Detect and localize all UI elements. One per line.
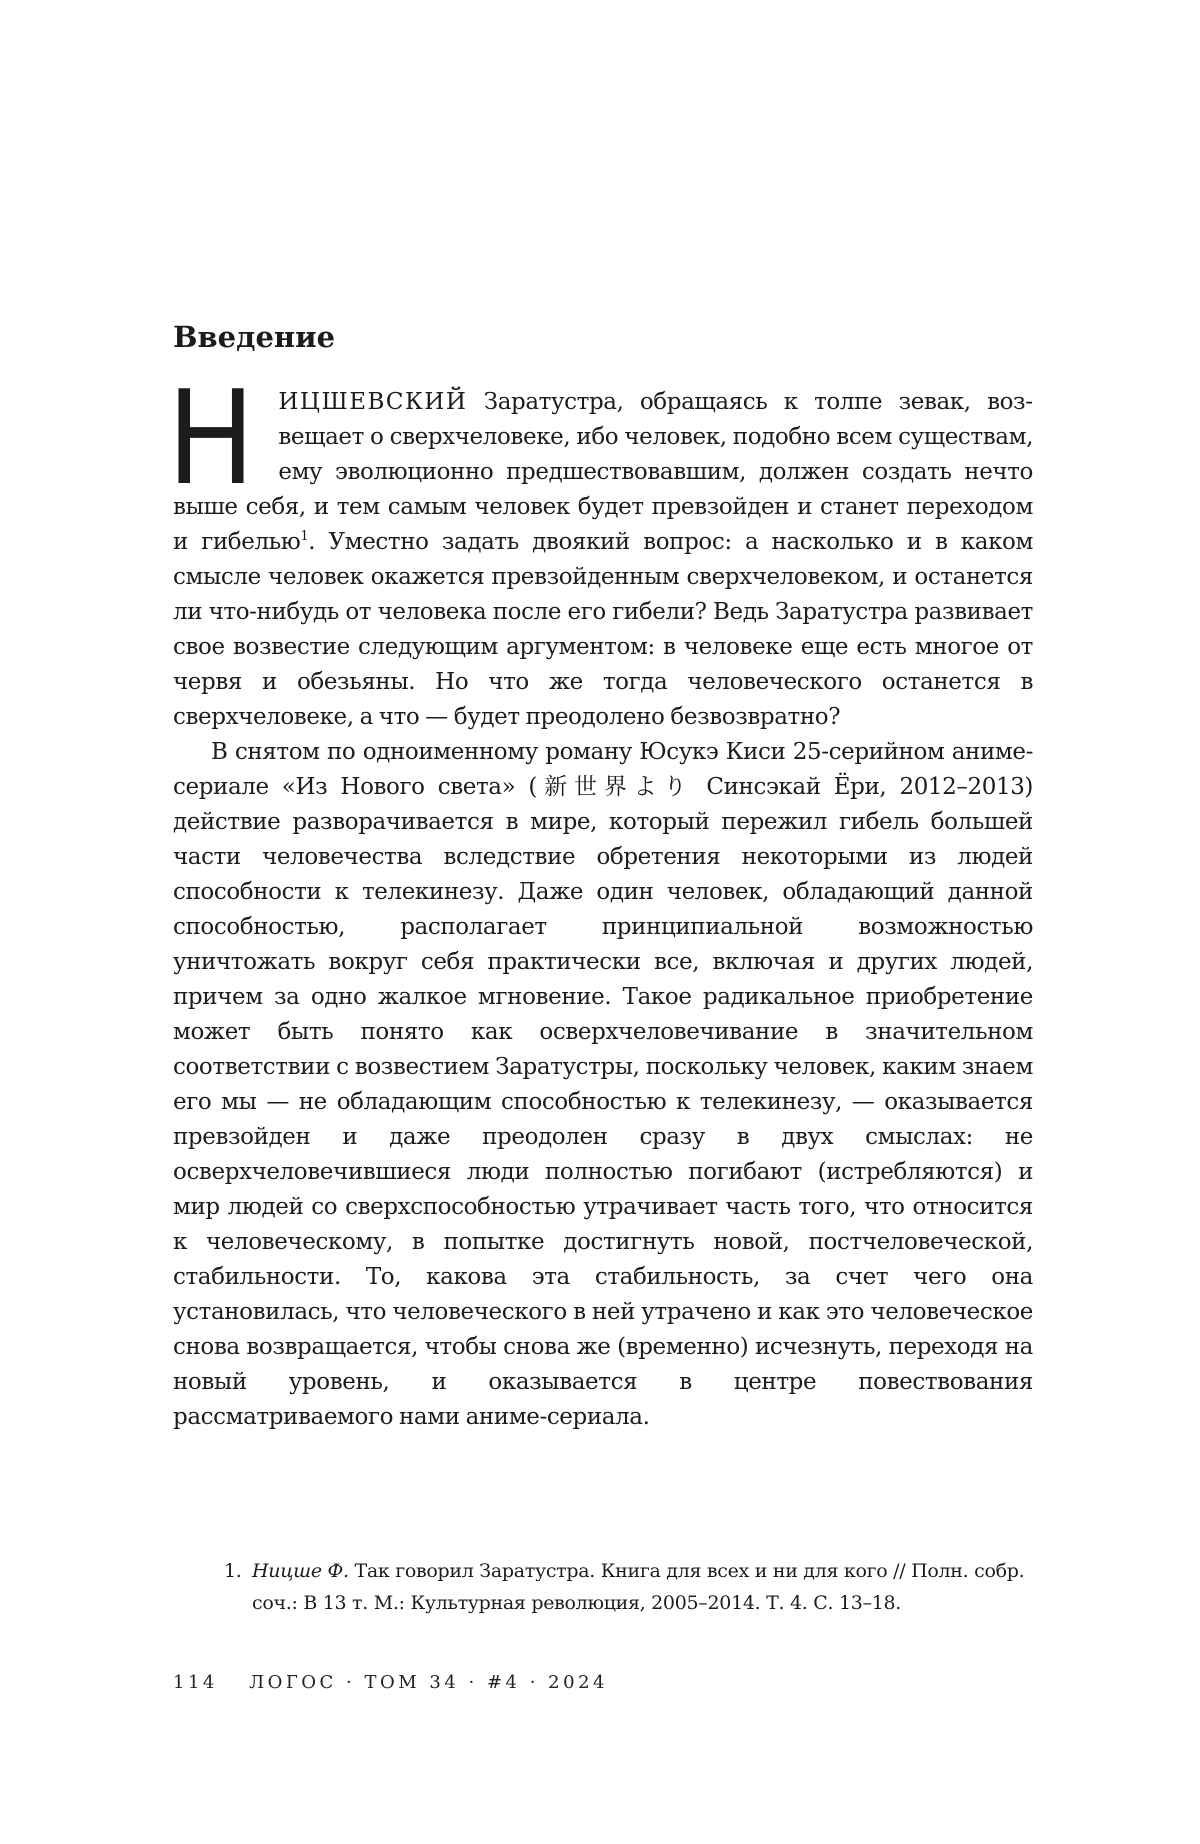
drop-cap: Н	[167, 362, 255, 514]
footnote-number: 1.	[224, 1560, 242, 1582]
running-title: ЛОГОС · ТОМ 34 · #4 · 2024	[249, 1672, 608, 1693]
page-footer	[173, 1672, 608, 1693]
section-heading: Введение	[173, 320, 336, 354]
footnote-text: Так говорил Заратустра. Книга для всех и ни для кого // Полн. собр. соч.: В 13 т. М.: Культурная революция, 2005–2014. Т. 4. С. 13–18.	[252, 1560, 1025, 1614]
page-number: 114	[173, 1672, 218, 1693]
footnote-reference[interactable]: 1	[300, 529, 309, 544]
footnote-body	[224, 1555, 1034, 1619]
footnote	[224, 1555, 1034, 1619]
small-caps-word: ИЦШЕВСКИЙ	[278, 389, 468, 415]
paragraph-1-text-continued: . Уместно задать двоякий вопрос: а насколько и в каком смысле человек окажется превзойденным сверхчеловеком, и останется ли что-нибудь от человека после его гибели? Ведь Заратустра развивает свое возвестие следующим аргументом: в человеке еще есть многое от червя и обезьяны. Но что же тогда человеческого останется в сверхчеловеке, а что — будет преодолено безвозвратно?	[173, 529, 1033, 730]
paragraph-1	[167, 362, 1033, 735]
paragraph-2: В снятом по одноименному роману Юсукэ Киси 25-серийном аниме-сериале «Из Нового света» (新世界より Синсэкай Ёри, 2012–2013) действие разворачивается в мире, который пережил гибель большей части человечества вследствие обретения некоторыми из людей способности к телекинезу. Даже один человек, обладающий данной способностью, располагает принципиальной возможностью уничтожать вокруг себя практически все, включая и других людей, причем за одно жалкое мгновение. Такое радикальное приобретение может быть понято как осверхчеловечивание в значительном соответствии с возвестием Заратустры, поскольку человек, каким знаем его мы — не обладающим способностью к телекинезу, — оказывается превзойден и даже преодолен сразу в двух смыслах: не осверхчеловечившиеся люди полностью погибают (истребляются) и мир людей со сверхспособностью утрачивает часть того, что относится к человеческому, в попытке достигнуть новой, постчеловеческой, стабильности. То, какова эта стабильность, за счет чего она установилась, что человеческого в ней утрачено и как это человеческое снова возвращается, чтобы снова же (временно) исчезнуть, переходя на новый уровень, и оказывается в центре повествования рассматриваемого нами аниме-сериала.	[173, 739, 1033, 1430]
paragraph-1-text: Заратустра, обращаясь к толпе зевак, возвещает о сверхчеловеке, ибо человек, подобно всем существам, ему эволюционно предшествовавшим, должен создать нечто выше себя, и тем самым человек будет превзойден и станет переходом и гибелью	[173, 389, 1033, 555]
footnote-author: Ницше Ф.	[252, 1560, 349, 1582]
body-text	[167, 362, 1033, 1435]
